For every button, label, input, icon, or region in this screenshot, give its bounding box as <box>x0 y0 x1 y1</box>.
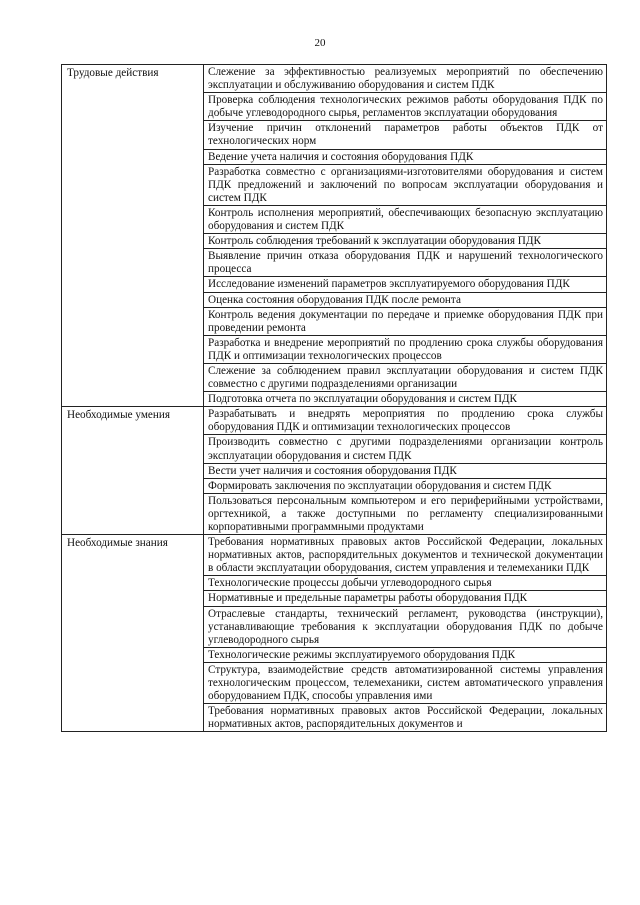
section-category: Необходимые знания <box>62 535 204 732</box>
item-text: Производить совместно с другими подразделениями организации контроль эксплуатации оборудования и систем ПДК <box>204 435 607 463</box>
item-text: Отраслевые стандарты, технический регламент, руководства (инструкции), устанавливающие требования к эксплуатации оборудования ПДК по добыче углеводородного сырья <box>204 606 607 647</box>
item-text: Пользоваться персональным компьютером и его периферийными устройствами, оргтехникой, а также доступными по регламенту специализированными корпоративными программными продуктами <box>204 493 607 534</box>
table-row <box>62 65 607 93</box>
item-text: Вести учет наличия и состояния оборудования ПДК <box>204 463 607 478</box>
requirements-table <box>61 64 607 732</box>
item-text: Слежение за эффективностью реализуемых мероприятий по обеспечению эксплуатации и обслуживанию оборудования и систем ПДК <box>204 65 607 93</box>
item-text: Разработка и внедрение мероприятий по продлению срока службы оборудования ПДК и оптимизации технологических процессов <box>204 335 607 363</box>
item-text: Оценка состояния оборудования ПДК после ремонта <box>204 292 607 307</box>
item-text: Проверка соблюдения технологических режимов работы оборудования ПДК по добыче углеводородного сырья, регламентов эксплуатации оборудования <box>204 93 607 121</box>
item-text: Требования нормативных правовых актов Российской Федерации, локальных нормативных актов, распорядительных документов и <box>204 704 607 732</box>
item-text: Ведение учета наличия и состояния оборудования ПДК <box>204 149 607 164</box>
item-text: Формировать заключения по эксплуатации оборудования и систем ПДК <box>204 478 607 493</box>
item-text: Нормативные и предельные параметры работы оборудования ПДК <box>204 591 607 606</box>
item-text: Изучение причин отклонений параметров работы объектов ПДК от технологических норм <box>204 121 607 149</box>
table-row <box>62 407 607 435</box>
item-text: Контроль соблюдения требований к эксплуатации оборудования ПДК <box>204 234 607 249</box>
item-text: Разрабатывать и внедрять мероприятия по продлению срока службы оборудования ПДК и оптимизации технологических процессов <box>204 407 607 435</box>
item-text: Технологические режимы эксплуатируемого оборудования ПДК <box>204 647 607 662</box>
section-category: Необходимые умения <box>62 407 204 535</box>
item-text: Выявление причин отказа оборудования ПДК и нарушений технологического процесса <box>204 249 607 277</box>
item-text: Разработка совместно с организациями-изготовителями оборудования и систем ПДК предложений и заключений по вопросам эксплуатации оборудования и систем ПДК <box>204 164 607 205</box>
item-text: Контроль исполнения мероприятий, обеспечивающих безопасную эксплуатацию оборудования и систем ПДК <box>204 205 607 233</box>
section-category: Трудовые действия <box>62 65 204 407</box>
page-number: 20 <box>314 37 326 49</box>
item-text: Структура, взаимодействие средств автоматизированной системы управления технологическим процессом, телемеханики, систем автоматического управления оборудованием ПДК, способы управления ими <box>204 662 607 703</box>
item-text: Контроль ведения документации по передаче и приемке оборудования ПДК при проведении ремонта <box>204 307 607 335</box>
item-text: Подготовка отчета по эксплуатации оборудования и систем ПДК <box>204 392 607 407</box>
item-text: Слежение за соблюдением правил эксплуатации оборудования и систем ПДК совместно с другими подразделениями организации <box>204 363 607 391</box>
item-text: Требования нормативных правовых актов Российской Федерации, локальных нормативных актов, распорядительных документов и технической документации в области эксплуатации оборудования, систем управления и телемеханики ПДК <box>204 535 607 576</box>
item-text: Исследование изменений параметров эксплуатируемого оборудования ПДК <box>204 277 607 292</box>
item-text: Технологические процессы добычи углеводородного сырья <box>204 576 607 591</box>
table-row <box>62 535 607 576</box>
